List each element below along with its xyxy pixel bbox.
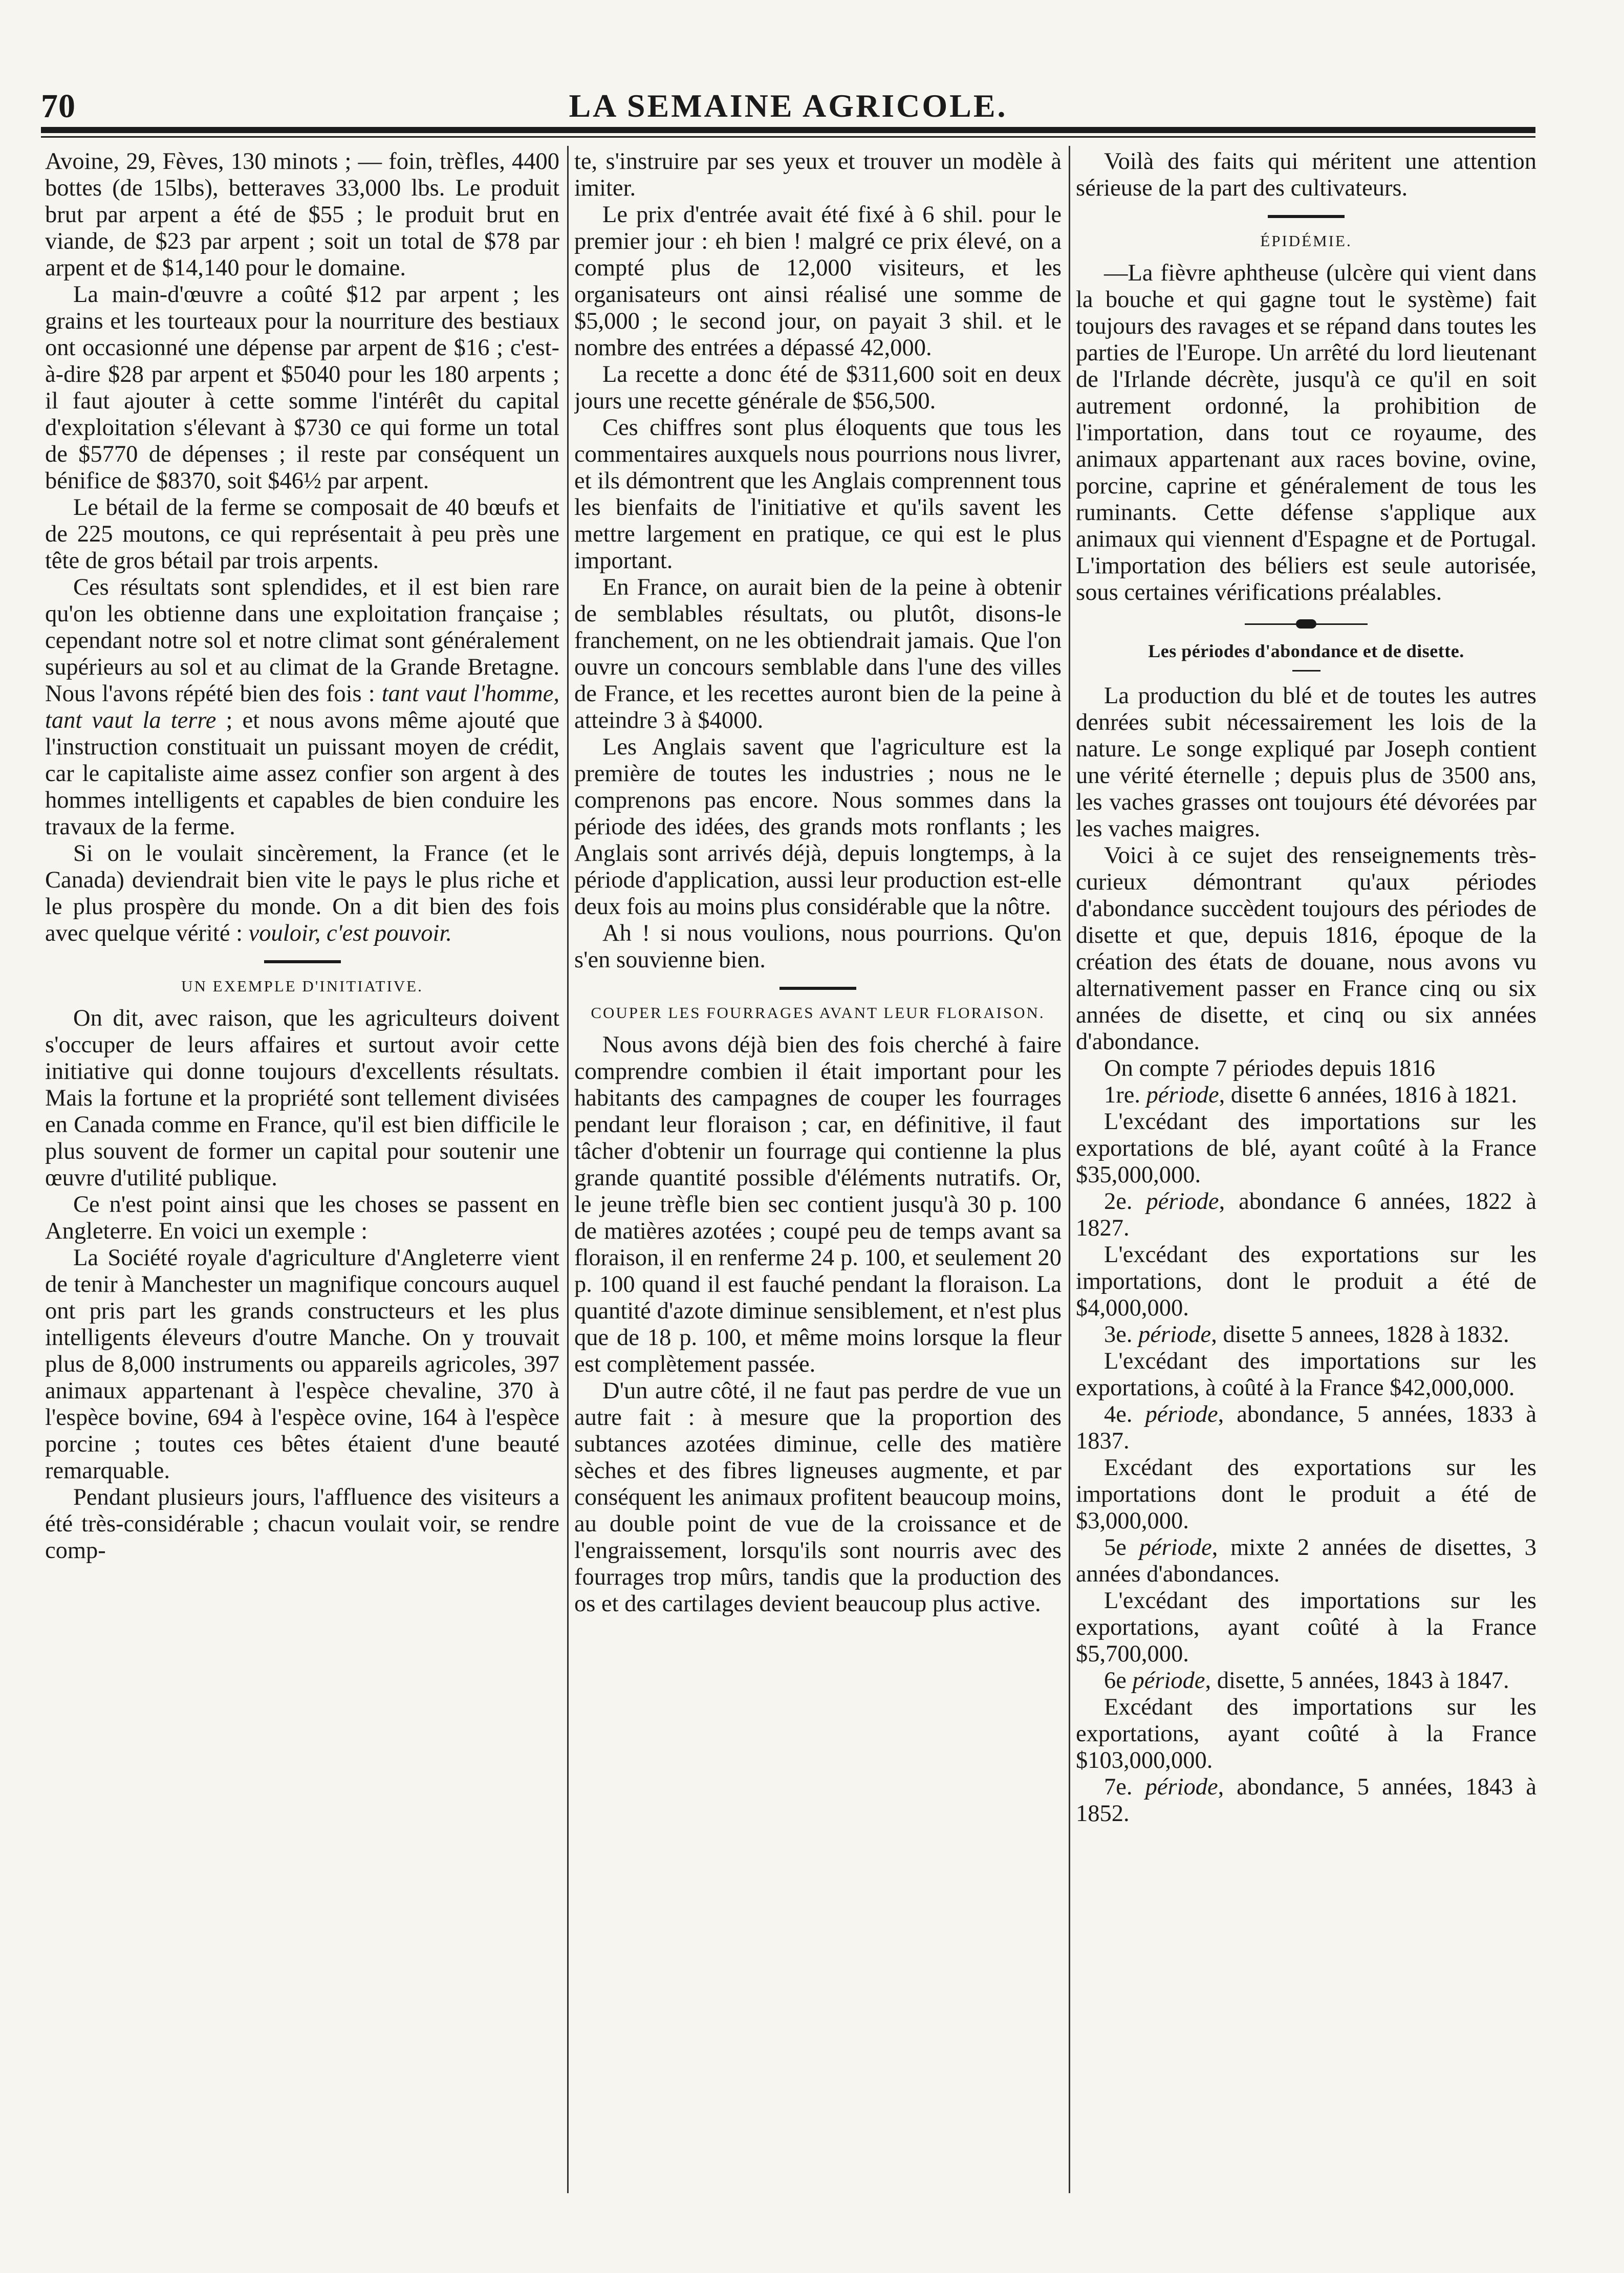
text-run: , disette 6 années, 1816 à 1821.	[1219, 1082, 1518, 1108]
text-run: 1re.	[1104, 1082, 1146, 1108]
paragraph: te, s'instruire par ses yeux et trouver un modèle à imiter.	[574, 148, 1062, 201]
period-entry	[1076, 1401, 1536, 1455]
header-rule-thick	[41, 127, 1535, 133]
section-title-exemple-initiative: UN EXEMPLE D'INITIATIVE.	[181, 977, 423, 995]
paragraph: La recette a donc été de $311,600 soit en deux jours une recette générale de $56,500.	[574, 361, 1062, 414]
text-run: Si on le voulait sincèrement, la France (et le Canada) deviendrait bien vite le pays le plus riche et le plus prospère du monde. On a dit bien des fois avec quelque vérité :	[45, 840, 559, 946]
page-number: 70	[41, 88, 76, 125]
paragraph: Voici à ce sujet des renseignements très-curieux démontrant qu'aux périodes d'abondance succèdent toujours des périodes de disette et que, depuis 1816, époque de la création des états de douane, nous avons vu alternativement passer en France cinq ou six années de disette, et cinq ou six années d'abondance.	[1076, 842, 1536, 1055]
column-3	[1076, 148, 1536, 2226]
paragraph: Ces chiffres sont plus éloquents que tous les commentaires auxquels nous pourrions nous livrer, et ils démontrent que les Anglais comprennent tous les bienfaits de l'initiative et qu'ils savent les mettre largement en pratique, ce qui est le plus important.	[574, 415, 1062, 574]
paragraph	[45, 840, 559, 947]
period-entry	[1076, 1774, 1536, 1827]
ornamental-rule	[1245, 623, 1368, 625]
text-run: ; et nous avons même ajouté que l'instruction constituait un puissant moyen de crédit, car le capitaliste aime assez confier son argent à des hommes intelligents et capables de bien conduire les travaux de la ferme.	[45, 707, 559, 840]
paragraph: Ce n'est point ainsi que les choses se passent en Angleterre. En voici un exemple :	[45, 1192, 559, 1244]
paragraph: L'excédant des importations sur les exportations, à coûté à la France $42,000,000.	[1076, 1348, 1536, 1401]
paragraph: La Société royale d'agriculture d'Angleterre vient de tenir à Manchester un magnifique concours auquel ont pris part les grands constructeurs et les plus intelligents éleveurs d'outre Manche. On y trouvait plus de 8,000 instruments ou appareils agricoles, 397 animaux appartenant à l'espèce chevaline, 370 à l'espèce bovine, 694 à l'espèce ovine, 164 à l'espèce porcine ; toutes ces bêtes étaient d'une beauté remarquable.	[45, 1245, 559, 1484]
period-entry	[1076, 1188, 1536, 1242]
paragraph: Les Anglais savent que l'agriculture est la première de toutes les industries ; nous ne le comprenons pas encore. Nous sommes dans la période des idées, des grands mots ronflants ; les Anglais sont arrivés déjà, depuis longtemps, à la période d'application, aussi leur production est-elle deux fois au moins plus considérable que la nôtre.	[574, 734, 1062, 920]
section-rule	[779, 987, 856, 990]
text-run: Ces résultats sont splendides, et il est bien rare qu'on les obtienne dans une exploitation française ; cependant notre sol et notre climat sont généralement supérieurs au sol et au climat de la Grande Bretagne. Nous l'avons répété bien des fois :	[45, 574, 559, 707]
paragraph: Le bétail de la ferme se composait de 40 bœufs et de 225 moutons, ce qui représentait à peu près une tête de gros bétail par trois arpents.	[45, 494, 559, 574]
running-title: LA SEMAINE AGRICOLE.	[569, 88, 1008, 124]
text-run: , abondance, 5 années, 1833 à 1837.	[1076, 1401, 1536, 1454]
paragraph: L'excédant des exportations sur les importations, dont le produit a été de $4,000,000.	[1076, 1242, 1536, 1321]
text-run: , disette 5 annees, 1828 à 1832.	[1211, 1322, 1509, 1348]
paragraph: Excédant des exportations sur les importations dont le produit a été de $3,000,000.	[1076, 1455, 1536, 1534]
paragraph: Voilà des faits qui méritent une attention sérieuse de la part des cultivateurs.	[1076, 148, 1536, 201]
paragraph: —La fièvre aphtheuse (ulcère qui vient dans la bouche et qui gagne tout le système) fait toujours des ravages et se répand dans toutes les parties de l'Europe. Un arrêté du lord lieutenant de l'Irlande décrète, jusqu'à ce qu'il en soit autrement ordonné, la prohibition de l'importation, dans tout ce royaume, des animaux appartenant aux races bovine, ovine, porcine, caprine et généralement de tous les ruminants. Cette défense s'applique aux animaux qui viennent d'Espagne et de Portugal. L'importation des béliers est seule autorisée, sous certaines vérifications préalables.	[1076, 260, 1536, 605]
paragraph	[45, 574, 559, 840]
text-run: 7e.	[1104, 1774, 1145, 1800]
section-rule	[1268, 215, 1345, 218]
section-title-couper-fourrages: COUPER LES FOURRAGES AVANT LEUR FLORAISON.	[591, 1004, 1045, 1022]
italic-text: période	[1132, 1668, 1205, 1694]
paragraph: La main-d'œuvre a coûté $12 par arpent ; les grains et les tourteaux pour la nourriture des bestiaux ont occasionné une dépense par arpent de $16 ; c'est-à-dire $28 par arpent et $5040 pour les 180 arpents ; il faut ajouter à cette somme l'intérêt du capital d'exploitation s'élevant à $730 ce qui forme un total de $5770 de dépenses ; il reste par conséquent un bénifice de $8370, soit $46½ par arpent.	[45, 282, 559, 494]
text-run: 5e	[1104, 1534, 1139, 1561]
italic-text: période	[1146, 1082, 1219, 1108]
period-entry	[1076, 1534, 1536, 1588]
italic-text: vouloir, c'est pouvoir.	[248, 920, 452, 946]
section-title-periodes: Les périodes d'abondance et de disette.	[1148, 641, 1464, 661]
paragraph: Le prix d'entrée avait été fixé à 6 shil. pour le premier jour : eh bien ! malgré ce prix élevé, on a compté plus de 12,000 visiteurs, et les organisateurs ont ainsi réalisé une somme de $5,000 ; le second jour, on payait 3 shil. et le nombre des entrées a dépassé 42,000.	[574, 202, 1062, 361]
text-run: , abondance, 5 années, 1843 à 1852.	[1076, 1774, 1536, 1827]
paragraph: On dit, avec raison, que les agriculteurs doivent s'occuper de leurs affaires et surtout avoir cette initiative qui donne toujours d'excellents résultats. Mais la fortune et la propriété sont tellement divisées en Canada comme en France, qu'il est bien difficile le plus souvent de former un capital pour soutenir une œuvre d'utilité publique.	[45, 1005, 559, 1191]
italic-text: période	[1138, 1322, 1211, 1348]
paragraph: L'excédant des importations sur les exportations, ayant coûté à la France $5,700,000.	[1076, 1588, 1536, 1667]
paragraph: Pendant plusieurs jours, l'affluence des visiteurs a été très-considérable ; chacun voulait voir, se rendre comp-	[45, 1484, 559, 1564]
italic-text: tant vaut l'homme, tant vaut la terre	[45, 681, 559, 733]
text-run: , abondance 6 années, 1822 à 1827.	[1076, 1188, 1536, 1241]
italic-text: période	[1139, 1534, 1212, 1561]
italic-text: période	[1145, 1774, 1218, 1800]
paragraph: On compte 7 périodes depuis 1816	[1104, 1055, 1436, 1081]
column-divider-2	[1069, 146, 1070, 2193]
period-entry	[1076, 1082, 1536, 1109]
header-rule-thin	[41, 136, 1535, 138]
page-header	[41, 87, 1535, 123]
paragraph: Excédant des importations sur les exportations, ayant coûté à la France $103,000,000.	[1076, 1694, 1536, 1773]
text-run: 3e.	[1104, 1322, 1139, 1348]
text-run: 4e.	[1104, 1401, 1145, 1427]
text-run: , mixte 2 années de disettes, 3 années d'abondances.	[1076, 1534, 1536, 1587]
section-title-epidemie: ÉPIDÉMIE.	[1260, 232, 1352, 250]
italic-text: période	[1146, 1188, 1219, 1215]
text-run: 2e.	[1104, 1188, 1146, 1215]
paragraph: Ah ! si nous voulions, nous pourrions. Qu'on s'en souvienne bien.	[574, 920, 1062, 973]
paragraph: Avoine, 29, Fèves, 130 minots ; — foin, trèfles, 4400 bottes (de 15lbs), betteraves 33,000 lbs. Le produit brut par arpent a été de $55 ; le produit brut en viande, de $23 par arpent ; soit un total de $78 par arpent et de $14,140 pour le domaine.	[45, 148, 559, 281]
text-run: , disette, 5 années, 1843 à 1847.	[1205, 1668, 1509, 1694]
section-rule	[1292, 670, 1320, 672]
column-divider-1	[567, 146, 569, 2193]
paragraph: L'excédant des importations sur les exportations de blé, ayant coûté à la France $35,000,000.	[1076, 1109, 1536, 1188]
section-rule	[264, 960, 341, 963]
text-run: 6e	[1104, 1668, 1133, 1694]
paragraph: Nous avons déjà bien des fois cherché à faire comprendre combien il était important pour les habitants des campagnes de couper les fourrages pendant leur floraison ; car, en définitive, il faut tâcher d'obtenir un fourrage qui contienne la plus grande quantité possible d'éléments nutratifs. Or, le jeune trèfle bien sec contient jusqu'à 30 p. 100 de matières azotées ; coupé peu de temps avant sa floraison, il en renferme 24 p. 100, et seulement 20 p. 100 quand il est fauché pendant la floraison. La quantité d'azote diminue sensiblement, et n'est plus que de 18 p. 100, et même moins lorsque la fleur est complètement passée.	[574, 1032, 1062, 1377]
italic-text: période	[1145, 1401, 1218, 1427]
ornament	[1296, 619, 1316, 629]
period-entry	[1076, 1322, 1536, 1348]
period-entry	[1076, 1668, 1536, 1694]
paragraph: La production du blé et de toutes les autres denrées subit nécessairement les lois de la nature. Le songe expliqué par Joseph contient une vérité éternelle ; depuis plus de 3500 ans, les vaches grasses ont toujours été dévorées par les vaches maigres.	[1076, 683, 1536, 842]
column-2	[574, 148, 1062, 2226]
paragraph: D'un autre côté, il ne faut pas perdre de vue un autre fait : à mesure que la proportion des subtances azotées diminue, celle des matière sèches et des fibres ligneuses augmente, et par conséquent les animaux profitent beaucoup moins, au double point de vue de la croissance et de l'engraissement, lorsqu'ils sont nourris avec des fourrages trop mûrs, tandis que la production des os et des cartilages devient beaucoup plus active.	[574, 1378, 1062, 1617]
column-1	[45, 148, 559, 2226]
paragraph: En France, on aurait bien de la peine à obtenir de semblables résultats, ou plutôt, disons-le franchement, on ne les obtiendrait jamais. Que l'on ouvre un concours semblable dans l'une des villes de France, et les recettes auront bien de la peine à atteindre 3 à $4000.	[574, 574, 1062, 733]
